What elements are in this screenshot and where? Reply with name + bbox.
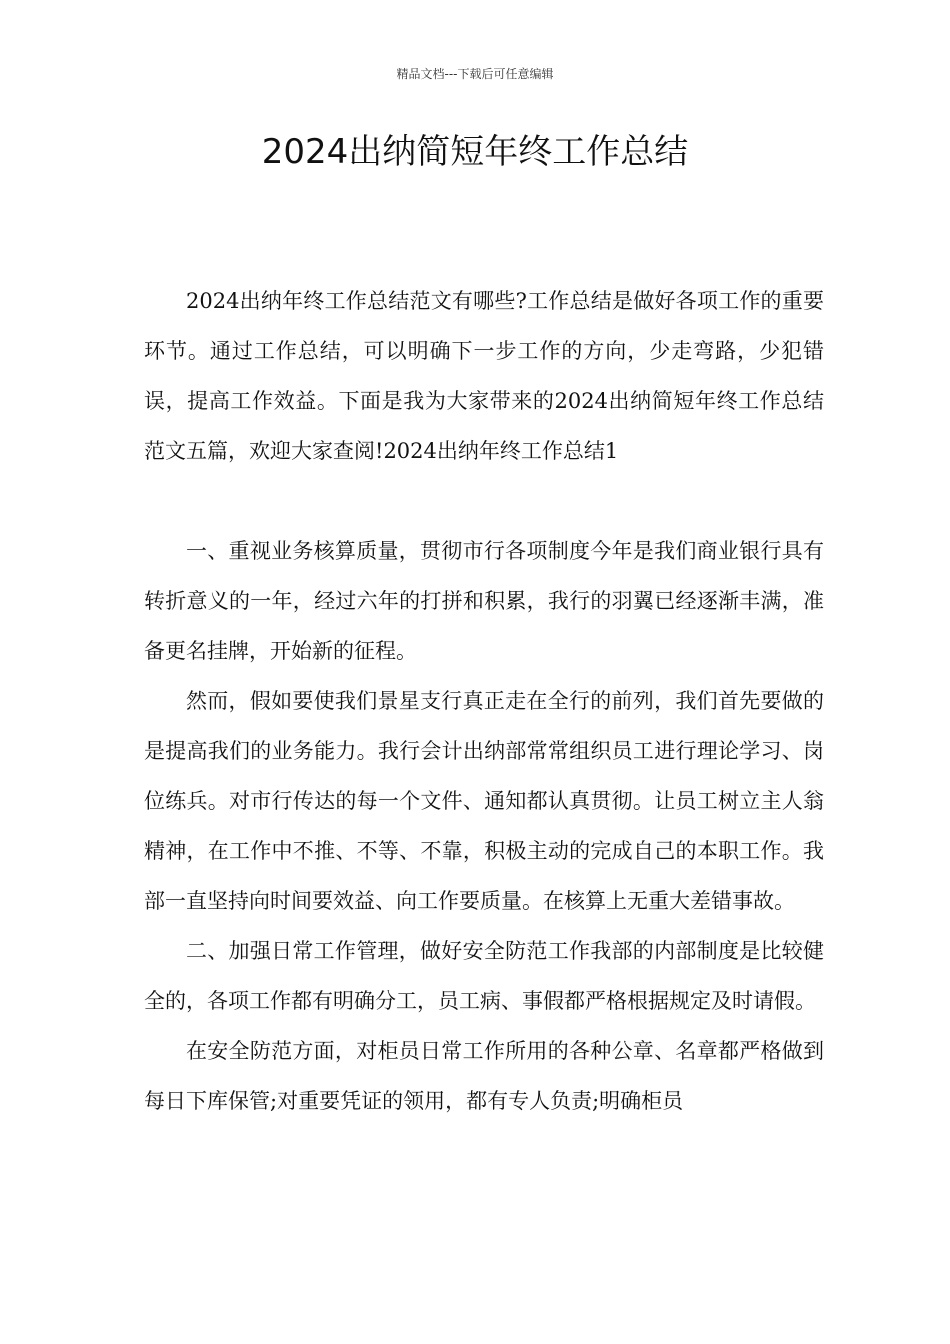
paragraph-4: 在安全防范方面，对柜员日常工作所用的各种公章、名章都严格做到每日下库保管;对重要凭证的领用，都有专人负责;明确柜员 (144, 1039, 824, 1113)
header-note: 精品文档---下载后可任意编辑 (396, 67, 554, 81)
paragraph-2: 然而，假如要使我们景星支行真正走在全行的前列，我们首先要做的是提高我们的业务能力。我行会计出纳部常常组织员工进行理论学习、岗位练兵。对市行传达的每一个文件、通知都认真贯彻。让员工树立主人翁精神，在工作中不推、不等、不靠，积极主动的完成自己的本职工作。我部一直坚持向时间要效益、向工作要质量。在核算上无重大差错事故。 (144, 689, 824, 913)
main-section (144, 526, 824, 1126)
intro-section (144, 276, 824, 476)
paragraph-1: 一、重视业务核算质量，贯彻市行各项制度今年是我们商业银行具有转折意义的一年，经过六年的打拼和积累，我行的羽翼已经逐渐丰满，准备更名挂牌，开始新的征程。 (144, 539, 824, 663)
document-title: 2024出纳简短年终工作总结 (261, 132, 689, 172)
intro-paragraph: 2024出纳年终工作总结范文有哪些?工作总结是做好各项工作的重要环节。通过工作总结，可以明确下一步工作的方向，少走弯路，少犯错误，提高工作效益。下面是我为大家带来的2024出纳简短年终工作总结范文五篇，欢迎大家查阅!2024出纳年终工作总结1 (144, 289, 824, 463)
paragraph-3: 二、加强日常工作管理，做好安全防范工作我部的内部制度是比较健全的，各项工作都有明确分工，员工病、事假都严格根据规定及时请假。 (144, 939, 824, 1013)
